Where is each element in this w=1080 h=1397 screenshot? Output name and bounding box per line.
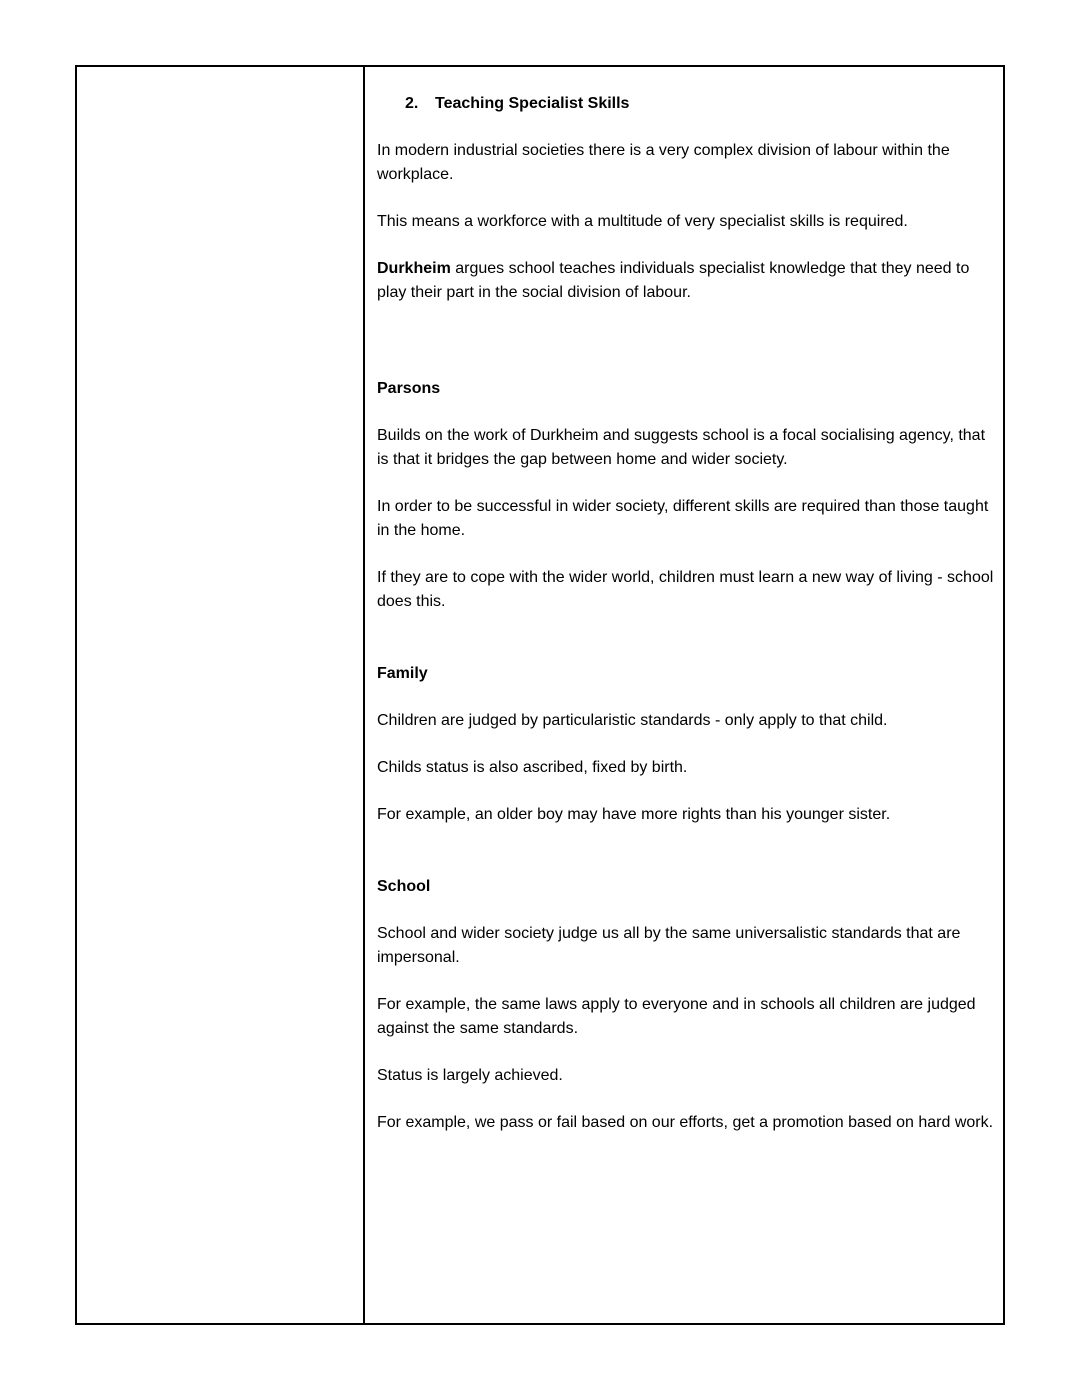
paragraph-parsons-3: If they are to cope with the wider world, children must learn a new way of living - school does this. <box>377 569 994 610</box>
paragraph-family-1: Children are judged by particularistic standards - only apply to that child. <box>377 712 888 729</box>
paragraph-intro-2: This means a workforce with a multitude of very specialist skills is required. <box>377 213 908 230</box>
paragraph-intro-1: In modern industrial societies there is a very complex division of labour within the workplace. <box>377 142 950 183</box>
durkheim-bold-lead: Durkheim <box>377 260 451 277</box>
paragraph-school-4: For example, we pass or fail based on our efforts, get a promotion based on hard work. <box>377 1114 994 1131</box>
section-heading-family: Family <box>377 665 428 682</box>
list-heading <box>377 92 995 116</box>
list-heading-number: 2. <box>405 95 419 112</box>
paragraph-school-2: For example, the same laws apply to everyone and in schools all children are judged against the same standards. <box>377 996 976 1037</box>
paragraph-parsons-2: In order to be successful in wider society, different skills are required than those taught in the home. <box>377 498 989 539</box>
section-heading-school: School <box>377 878 431 895</box>
paragraph-durkheim <box>377 257 995 305</box>
table-cell-left-empty <box>77 67 365 1323</box>
notes-table <box>75 65 1005 1325</box>
table-cell-content <box>365 67 1003 1323</box>
list-heading-title: Teaching Specialist Skills <box>435 95 630 112</box>
durkheim-text: argues school teaches individuals specialist knowledge that they need to play their part in the social division of labour. <box>377 260 970 301</box>
paragraph-school-1: School and wider society judge us all by the same universalistic standards that are impersonal. <box>377 925 961 966</box>
paragraph-parsons-1: Builds on the work of Durkheim and suggests school is a focal socialising agency, that is that it bridges the gap between home and wider society. <box>377 427 986 468</box>
section-heading-parsons: Parsons <box>377 380 441 397</box>
paragraph-family-3: For example, an older boy may have more rights than his younger sister. <box>377 806 891 823</box>
paragraph-family-2: Childs status is also ascribed, fixed by birth. <box>377 759 688 776</box>
paragraph-school-3: Status is largely achieved. <box>377 1067 563 1084</box>
